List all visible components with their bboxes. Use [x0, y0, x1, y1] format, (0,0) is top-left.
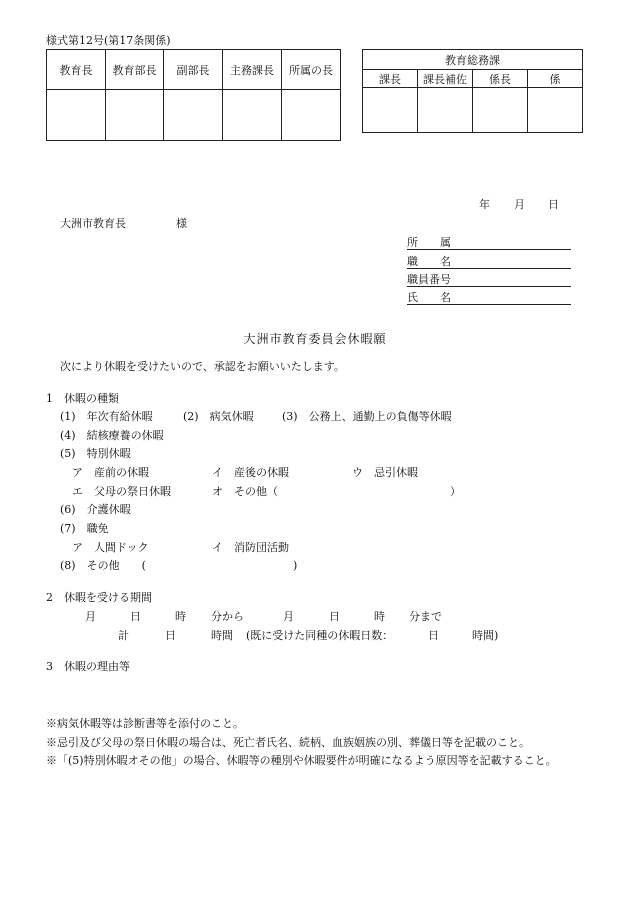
- period-to-day: 日: [329, 610, 340, 623]
- period-total-hours: 時間: [211, 629, 233, 642]
- leave-type-nursing-care: (6) 介護休暇: [60, 503, 131, 516]
- form-number: 様式第12号(第17条関係): [46, 34, 171, 47]
- approval-header-kachohosa: 課長補佐: [418, 70, 473, 88]
- approval-header-kakari: 係: [528, 70, 583, 88]
- addressee-honorific: 様: [176, 217, 187, 230]
- note-sick-leave: ※病気休暇等は診断書等を添付のこと。: [46, 717, 244, 730]
- period-total-label: 計: [118, 629, 129, 642]
- note-other-special: ※「(5)特別休暇オその他」の場合、休暇等の種別や休暇要件が明確になるよう原因等を記載すること。: [46, 754, 557, 767]
- stamp-box[interactable]: [106, 90, 164, 141]
- field-label-staff-number: 職員番号: [407, 273, 451, 286]
- period-prior-days: 日: [428, 629, 439, 642]
- special-bereavement: ウ 忌引休暇: [352, 466, 418, 479]
- stamp-box[interactable]: [47, 90, 106, 141]
- period-total-days: 日: [165, 629, 176, 642]
- period-from-hour: 時: [175, 610, 186, 623]
- period-to-month: 月: [283, 610, 294, 623]
- period-prior-hours: 時間): [472, 629, 499, 642]
- leave-type-work-injury: (3) 公務上、通勤上の負傷等休暇: [282, 410, 452, 423]
- field-label-name: 氏 名: [407, 291, 451, 304]
- section1-heading: 1 休暇の種類: [46, 392, 119, 405]
- special-other-close: ）: [450, 485, 461, 498]
- approval-header-shozokunocho: 所属の長: [282, 50, 341, 90]
- intro-text: 次により休暇を受けたいので、承認をお願いいたします。: [60, 360, 345, 373]
- field-affiliation-line[interactable]: [407, 249, 571, 250]
- approval-header-kyoikubucho: 教育部長: [106, 50, 164, 90]
- section3-heading: 3 休暇の理由等: [46, 660, 130, 673]
- approval-table-left: [46, 49, 341, 141]
- approval-header-shumukacho: 主務課長: [223, 50, 282, 90]
- field-name-line[interactable]: [407, 304, 571, 305]
- special-other: オ その他（: [212, 485, 278, 498]
- addressee-name: 大洲市教育長: [60, 217, 126, 230]
- field-label-affiliation: 所 属: [407, 236, 451, 249]
- stamp-box[interactable]: [282, 90, 341, 141]
- stamp-box[interactable]: [363, 88, 418, 133]
- period-to-hour: 時: [374, 610, 385, 623]
- stamp-box[interactable]: [528, 88, 583, 133]
- approval-header-kakaricho: 係長: [473, 70, 528, 88]
- field-position-line[interactable]: [407, 268, 571, 269]
- exemption-medical-checkup: ア 人間ドック: [72, 541, 149, 554]
- special-parent-memorial: エ 父母の祭日休暇: [72, 485, 171, 498]
- stamp-box[interactable]: [418, 88, 473, 133]
- special-prenatal: ア 産前の休暇: [72, 466, 149, 479]
- exemption-fire-brigade: イ 消防団活動: [212, 541, 289, 554]
- period-prior-label: (既に受けた同種の休暇日数：: [246, 629, 394, 642]
- approval-table-right: [362, 49, 583, 133]
- date-month: 月: [514, 198, 525, 211]
- leave-type-annual: (1) 年次有給休暇: [60, 410, 153, 423]
- leave-type-other-close: ): [293, 559, 298, 572]
- stamp-box[interactable]: [223, 90, 282, 141]
- date-day: 日: [548, 198, 559, 211]
- approval-header-fukubucho: 副部長: [164, 50, 223, 90]
- leave-type-special: (5) 特別休暇: [60, 447, 131, 460]
- approval-header-kyoikucho: 教育長: [47, 50, 106, 90]
- stamp-box[interactable]: [164, 90, 223, 141]
- special-postnatal: イ 産後の休暇: [212, 466, 289, 479]
- document-title: 大洲市教育委員会休暇願: [243, 332, 387, 346]
- note-bereavement: ※忌引及び父母の祭日休暇の場合は、死亡者氏名、続柄、血族姻族の別、葬儀日等を記載のこと。: [46, 736, 530, 749]
- period-from-month: 月: [85, 610, 96, 623]
- section2-heading: 2 休暇を受ける期間: [46, 591, 152, 604]
- approval-header-kacho: 課長: [363, 70, 418, 88]
- approval-group-header: 教育総務課: [363, 50, 583, 70]
- date-year: 年: [479, 198, 490, 211]
- field-staff-number-line[interactable]: [407, 286, 571, 287]
- leave-type-duty-exemption: (7) 職免: [60, 522, 109, 535]
- leave-type-other: (8) その他 (: [60, 559, 146, 572]
- leave-type-sick: (2) 病気休暇: [183, 410, 254, 423]
- stamp-box[interactable]: [473, 88, 528, 133]
- field-label-position: 職 名: [407, 255, 451, 268]
- period-from-minute: 分から: [211, 610, 244, 623]
- period-to-minute: 分まで: [409, 610, 442, 623]
- leave-type-tuberculosis: (4) 結核療養の休暇: [60, 429, 164, 442]
- period-from-day: 日: [130, 610, 141, 623]
